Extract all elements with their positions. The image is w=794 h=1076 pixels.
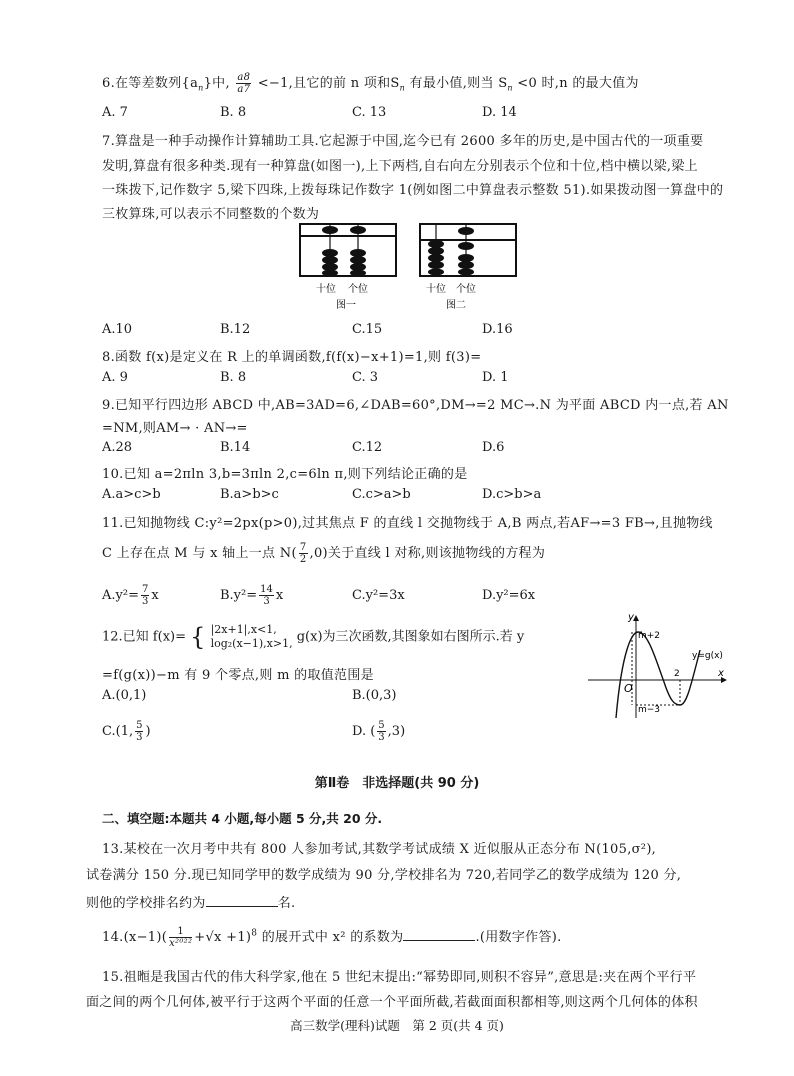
q12-stem: 12.已知 f(x)= { |2x+1|,x<1, log₂(x−1),x>1, g(x)为三次函数,其图象如右图所示.若 y [102,623,525,651]
q10-option-b: B.a>b>c [220,487,279,502]
q12-option-c: C.(1, $\frac{5}{3}$ ) [102,720,151,743]
q6-option-d: D. 14 [482,105,517,120]
q8-option-d: D. 1 [482,370,509,385]
q10-option-c: C.c>a>b [352,487,411,502]
q12-option-a: A.(0,1) [102,688,147,703]
fig1-label-ones: 个位 [348,284,368,295]
fig2-label-ones: 个位 [456,284,476,295]
q13-line-3: 则他的学校排名约为 名. [86,896,296,911]
abacus-figure-2 [420,224,516,276]
curve-label: y=g(x) [692,651,723,661]
q11-line-2: C 上存在点 M 与 x 轴上一点 N( $\frac{7}{2}$ ,0)关于直线 l 对称,则该抛物线的方程为 [102,542,546,565]
q9-option-c: C.12 [352,440,383,455]
q12-option-b: B.(0,3) [352,688,397,703]
page-footer: 高三数学(理科)试题 第 2 页(共 4 页) [290,1018,504,1033]
q7-option-c: C.15 [352,322,383,337]
q6-option-b: B. 8 [220,105,247,120]
q14-stem: 14.(x−1)( $\frac{1}{\text{x²⁰²²}}$ +√x +1)$^8$ 的展开式中 x² 的系数为 .(用数字作答). [102,926,562,949]
fig2-caption: 图二 [446,300,466,311]
q15-line-2: 面之间的两个几何体,被平行于这两个平面的任意一个平面所截,若截面面积都相等,则这两个几何体的体积 [86,995,698,1010]
q6-option-a: A. 7 [102,105,128,120]
q8-option-b: B. 8 [220,370,247,385]
q7-line-4: 三枚算珠,可以表示不同整数的个数为 [102,207,320,222]
q10-option-a: A.a>c>b [102,487,161,502]
q8-option-c: C. 3 [352,370,379,385]
fig1-label-tens: 十位 [316,284,336,295]
abacus-figures [298,222,538,314]
x-axis-label: x [718,668,724,679]
q13-line-2: 试卷满分 150 分.现已知同学甲的数学成绩为 90 分,学校排名为 720,若同学乙的数学成绩为 120 分, [86,868,682,883]
y-axis-label: y [628,612,634,623]
q12-graph [588,610,738,722]
q11-option-c: C.y²=3x [352,588,405,603]
q6-stem: 6.在等差数列$\{a_n\}$中, $\frac{a8}{a7}$ <−1,且它的前 n 项和$S_n$ 有最小值,则当 $S_n <0$ 时,n 的最大值为 [102,72,639,95]
q11-option-a: A.y²= $\frac{7}{3}$ x [102,584,159,607]
q9-line-1: 9.已知平行四边形 ABCD 中,AB=3AD=6,∠DAB=60°,DM→=2 MC→.N 为平面 ABCD 内一点,若 AN [102,398,729,413]
q9-option-b: B.14 [220,440,251,455]
bottom-value-label: m−3 [638,705,661,715]
q11-line-1: 11.已知抛物线 C:y²=2px(p>0),过其焦点 F 的直线 l 交抛物线于 A,B 两点,若AF→=3 FB→,且抛物线 [102,516,713,531]
q11-option-b: B.y²= $\frac{14}{3}$ x [220,584,284,607]
q10-stem: 10.已知 a=2πln 3,b=3πln 2,c=6ln π,则下列结论正确的是 [102,467,468,482]
q9-option-a: A.28 [102,440,133,455]
section2-part-heading: 二、填空题:本题共 4 小题,每小题 5 分,共 20 分. [102,811,383,826]
q6-option-c: C. 13 [352,105,387,120]
q13-answer-blank[interactable] [206,895,278,907]
q12-line-2: =f(g(x))−m 有 9 个零点,则 m 的取值范围是 [102,668,374,683]
q10-option-d: D.c>b>a [482,487,542,502]
q9-line-2: =NM,则AM→ · AN→= [102,421,248,436]
q7-line-2: 发明,算盘有很多种类.现有一种算盘(如图一),上下两档,自右向左分别表示个位和十位,档中横以梁,梁上 [102,159,698,174]
q12-option-d: D. ( $\frac{5}{3}$ ,3) [352,720,406,743]
q7-line-1: 7.算盘是一种手动操作计算辅助工具.它起源于中国,迄今已有 2600 多年的历史,是中国古代的一项重要 [102,134,704,149]
q8-option-a: A. 9 [102,370,128,385]
abacus-figure-1 [300,224,396,277]
q7-option-a: A.10 [102,322,133,337]
fig2-label-tens: 十位 [426,284,446,295]
q9-option-d: D.6 [482,440,505,455]
q7-option-b: B.12 [220,322,251,337]
top-value-label: m+2 [638,631,661,641]
q7-line-3: 一珠拨下,记作数字 5,梁下四珠,上拨每珠记作数字 1(例如图二中算盘表示整数 51).如果拨动图一算盘中的 [102,183,724,198]
origin-label: O [624,682,633,695]
q15-line-1: 15.祖暅是我国古代的伟大科学家,他在 5 世纪末提出:“幂势即同,则积不容异”,意思是:夹在两个平行平 [102,970,697,985]
q7-option-d: D.16 [482,322,513,337]
q8-stem: 8.函数 f(x)是定义在 R 上的单调函数,f(f(x)−x+1)=1,则 f(3)= [102,350,482,365]
x-tick-label: 2 [674,669,680,679]
q14-answer-blank[interactable] [403,929,475,941]
section2-title: 第Ⅱ卷 非选择题(共 90 分) [314,776,480,791]
fig1-caption: 图一 [336,300,356,311]
q11-option-d: D.y²=6x [482,588,536,603]
q13-line-1: 13.某校在一次月考中共有 800 人参加考试,其数学考试成绩 X 近似服从正态分布 N(105,σ²), [102,842,657,857]
